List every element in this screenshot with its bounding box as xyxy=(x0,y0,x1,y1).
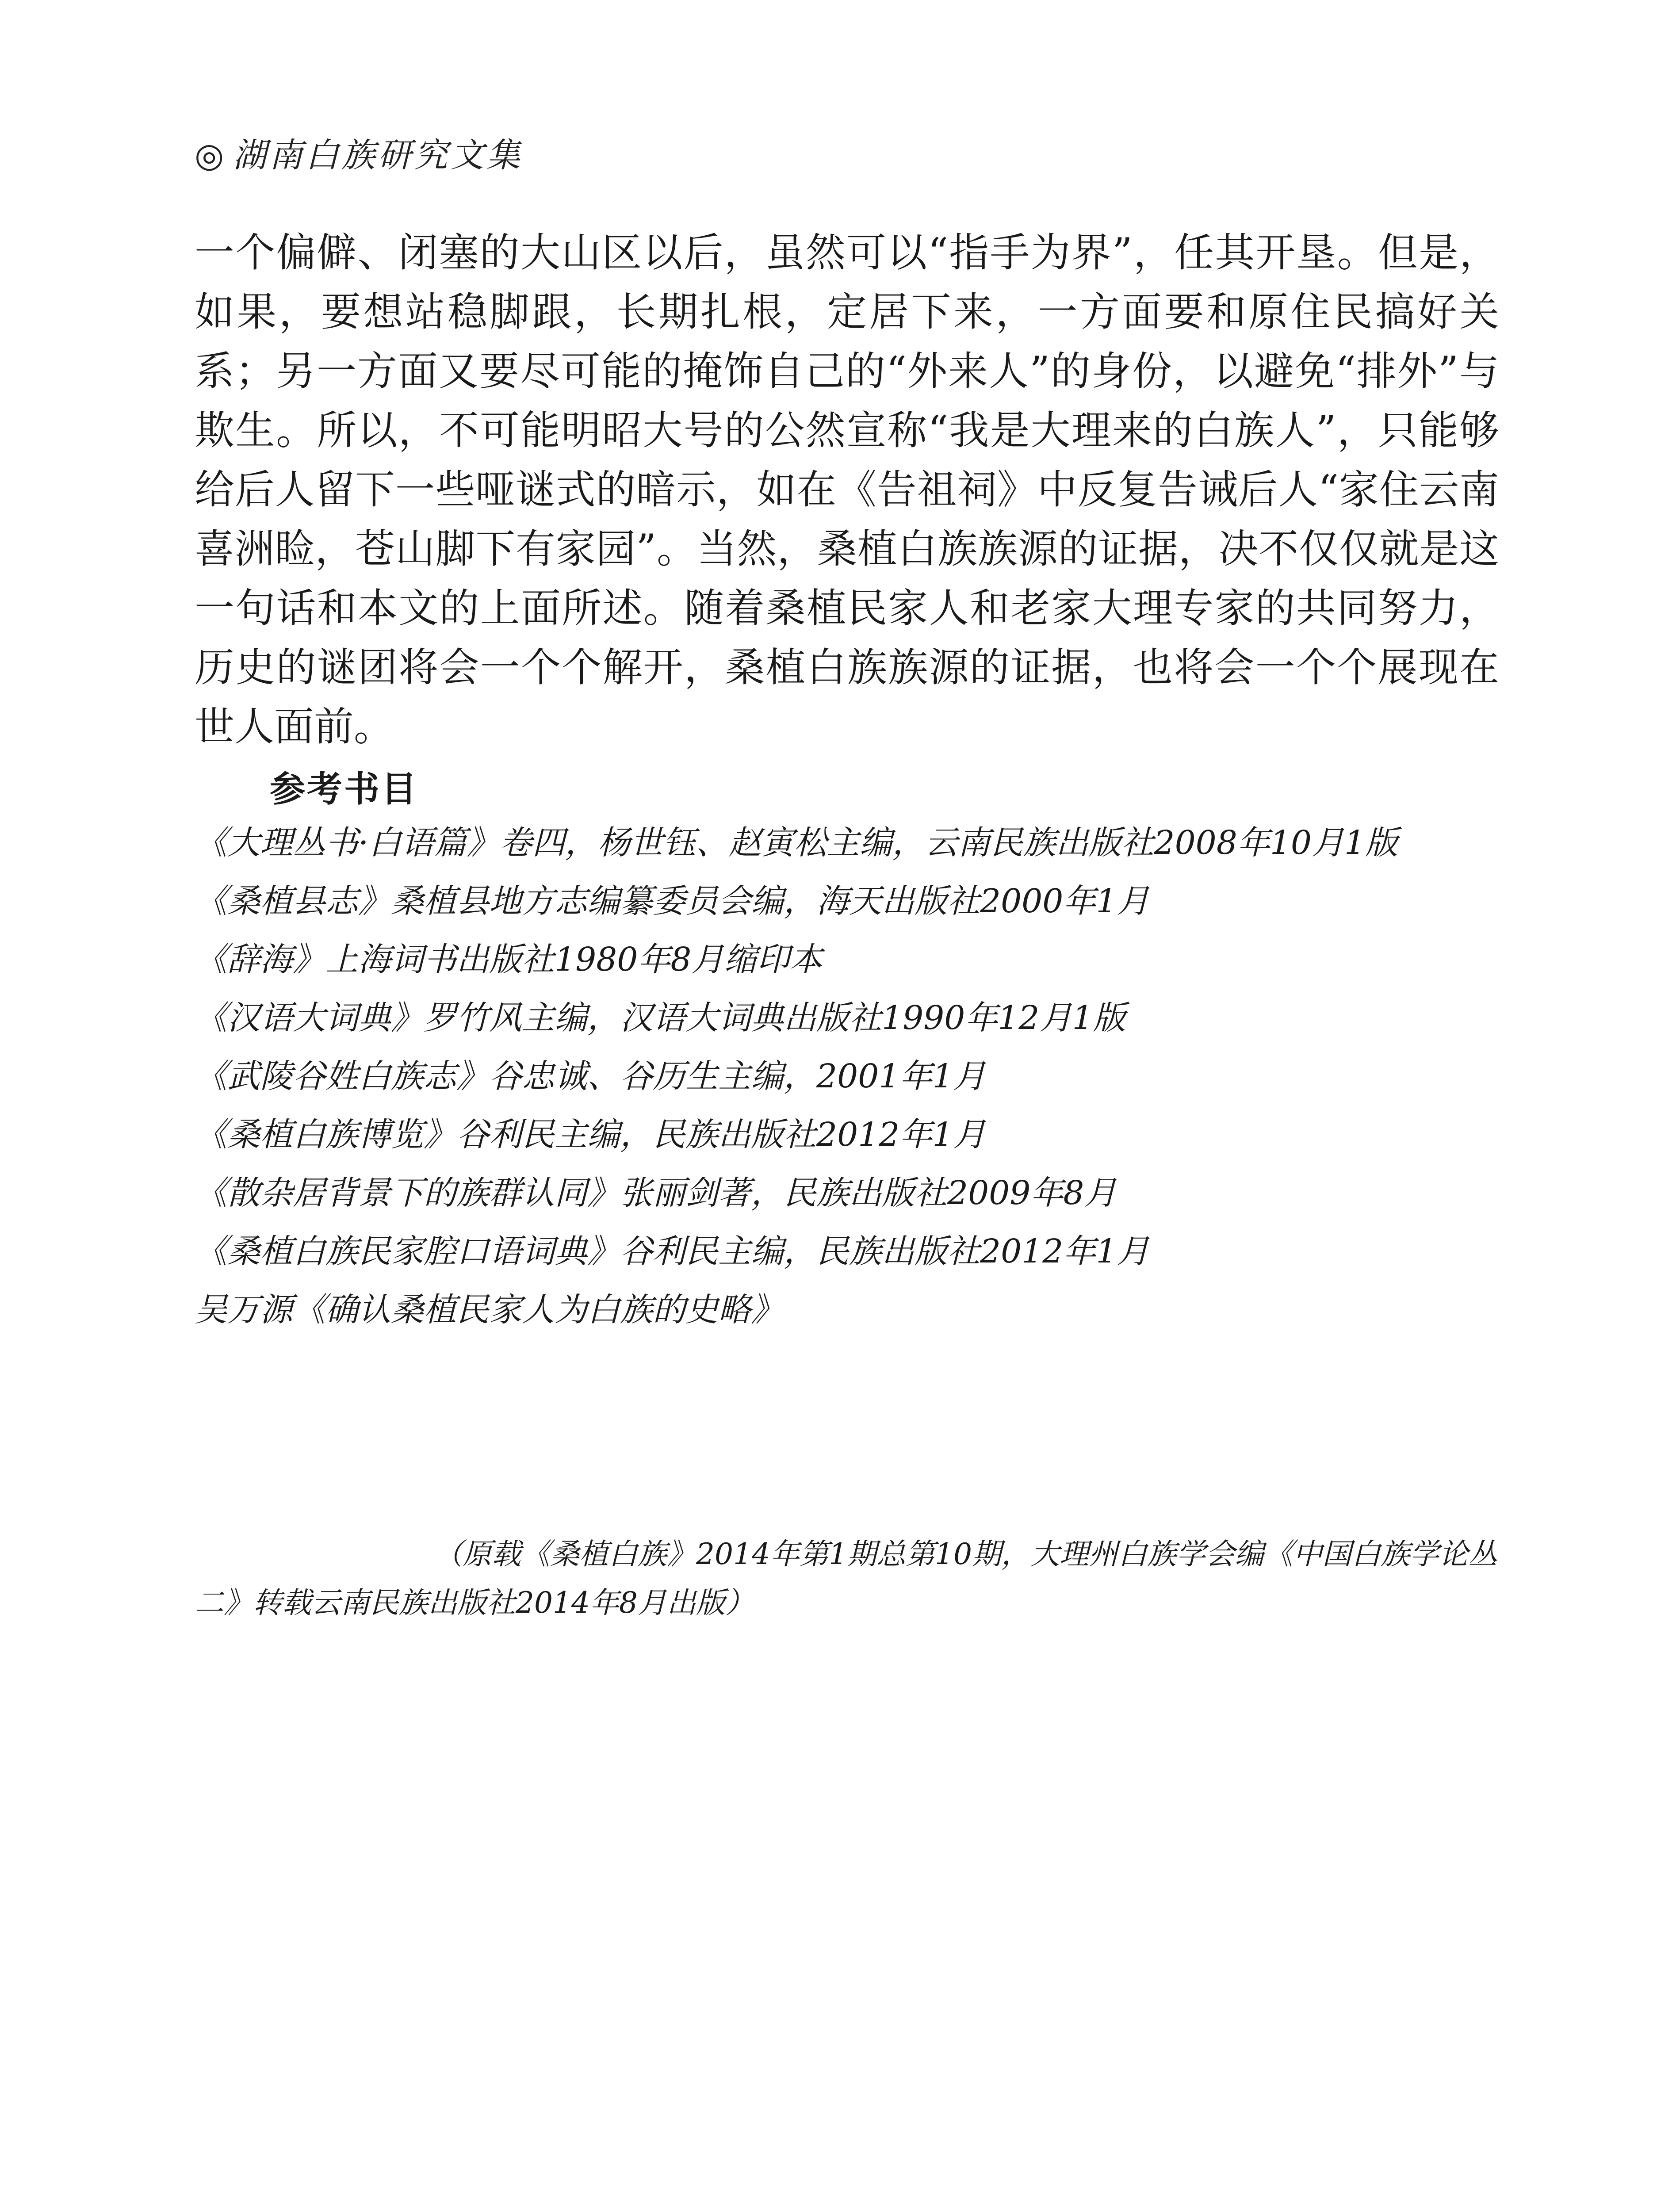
reference-item: 《辞海》上海词书出版社1980年8月缩印本 xyxy=(195,941,823,979)
reference-item: 《散杂居背景下的族群认同》张丽剑著，民族出版社2009年8月 xyxy=(195,1174,1117,1212)
reference-item: 《桑植县志》桑植县地方志编纂委员会编，海天出版社2000年1月 xyxy=(195,882,1150,920)
references-list xyxy=(195,814,1499,1339)
references-heading: 参考书目 xyxy=(270,769,418,810)
body-paragraph: 一个偏僻、闭塞的大山区以后，虽然可以“指手为界”，任其开垦。但是，如果，要想站稳脚跟，长期扎根，定居下来，一方面要和原住民搞好关系；另一方面又要尽可能的掩饰自己的“外来人”的身份，以避免“排外”与欺生。所以，不可能明昭大号的公然宣称“我是大理来的白族人”，只能够给后人留下一些哑谜式的暗示，如在《告祖祠》中反复告诫后人“家住云南喜洲睑，苍山脚下有家园”。当然，桑植白族族源的证据，决不仅仅就是这一句话和本文的上面所述。随着桑植民家人和老家大理专家的共同努力，历史的谜团将会一个个解开，桑植白族族源的证据，也将会一个个展现在世人面前。 xyxy=(195,230,1499,750)
reference-item: 《武陵谷姓白族志》谷忠诚、谷历生主编，2001年1月 xyxy=(195,1057,986,1095)
reference-item: 《大理丛书·白语篇》卷四，杨世钰、赵寅松主编，云南民族出版社2008年10月1版 xyxy=(195,824,1398,862)
reference-item: 《桑植白族民家腔口语词典》谷利民主编，民族出版社2012年1月 xyxy=(195,1232,1150,1270)
book-series-title: 湖南白族研究文集 xyxy=(233,135,523,175)
source-note: （原载《桑植白族》2014年第1期总第10期，大理州白族学会编《中国白族学论丛二》转载云南民族出版社2014年8月出版） xyxy=(195,1537,1497,1620)
reference-item: 《桑植白族博览》谷利民主编，民族出版社2012年1月 xyxy=(195,1116,986,1154)
reference-item: 《汉语大词典》罗竹风主编，汉语大词典出版社1990年12月1版 xyxy=(195,999,1126,1037)
running-header xyxy=(195,128,523,176)
circle-mark-icon: ◎ xyxy=(195,135,227,175)
reference-item: 吴万源《确认桑植民家人为白族的史略》 xyxy=(195,1291,784,1329)
